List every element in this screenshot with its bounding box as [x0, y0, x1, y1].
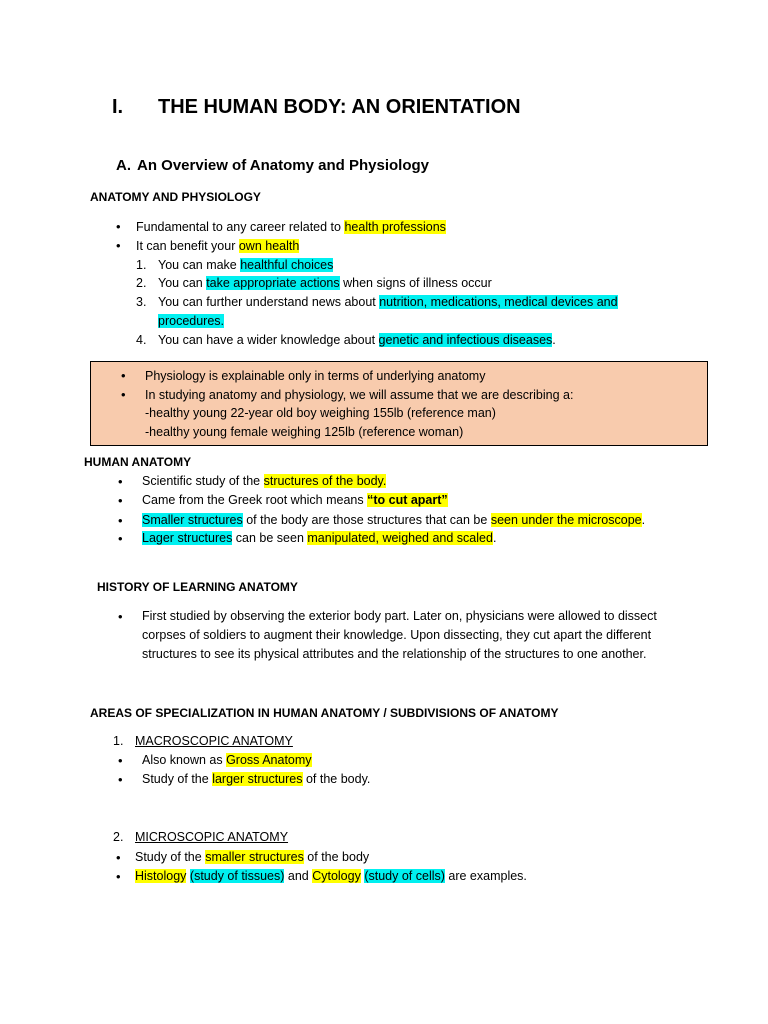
bullet: •: [116, 219, 121, 234]
page-title: THE HUMAN BODY: AN ORIENTATION: [158, 96, 521, 118]
highlight: Lager structures: [142, 531, 233, 545]
highlight: Smaller structures: [142, 513, 243, 527]
text: of the body: [303, 850, 370, 864]
highlight: Cytology: [312, 869, 361, 883]
text: Scientific study of the: [142, 474, 264, 488]
bullet: •: [118, 753, 123, 768]
note-line: -healthy young female weighing 125lb (reference woman): [145, 425, 464, 439]
list-item-continuation: [158, 314, 224, 328]
list-item: [142, 513, 645, 527]
list-item: [136, 239, 299, 253]
paragraph-line: First studied by observing the exterior body part. Later on, physicians were allowed to dissect: [142, 609, 657, 623]
bullet: •: [121, 387, 126, 402]
bullet: •: [121, 368, 126, 383]
text: .: [492, 531, 497, 545]
highlight: (study of tissues): [189, 869, 285, 883]
section-title-anatomy-physiology: ANATOMY AND PHYSIOLOGY: [90, 190, 261, 204]
text: You can make: [158, 258, 241, 272]
list-item: [142, 493, 448, 507]
text: You can further understand news about: [158, 295, 380, 309]
list-item: [158, 276, 492, 290]
bullet: •: [118, 531, 123, 546]
text: Study of the: [142, 772, 213, 786]
bullet: •: [116, 869, 121, 884]
list-number: 1.: [136, 258, 147, 272]
highlight: smaller structures: [205, 850, 304, 864]
text: .: [641, 513, 646, 527]
list-item: [158, 258, 333, 272]
paragraph-line: corpses of soldiers to augment their knowledge. Upon dissecting, they cut apart the different: [142, 628, 652, 642]
text: Also known as: [142, 753, 227, 767]
section-title-history: HISTORY OF LEARNING ANATOMY: [97, 580, 298, 594]
list-item: [158, 295, 618, 309]
bullet: •: [118, 513, 123, 528]
list-item: [142, 531, 496, 545]
text: and: [284, 869, 313, 883]
list-item: [135, 869, 527, 883]
highlight: manipulated, weighed and scaled: [307, 531, 493, 545]
text: Fundamental to any career related to: [136, 220, 345, 234]
bullet: •: [118, 474, 123, 489]
highlight: nutrition, medications, medical devices and: [379, 295, 618, 309]
section-title-human-anatomy: HUMAN ANATOMY: [84, 455, 192, 469]
highlight: seen under the microscope: [490, 513, 642, 527]
subheading-letter: A.: [116, 157, 131, 174]
heading-number: I.: [112, 96, 124, 118]
subsection-title-microscopic: MICROSCOPIC ANATOMY: [135, 830, 289, 844]
list-number: 2.: [113, 830, 124, 844]
highlight: genetic and infectious diseases: [378, 333, 553, 347]
text: .: [552, 333, 556, 347]
list-item: [136, 220, 446, 234]
text: of the body are those structures that can be: [242, 513, 491, 527]
text: are examples.: [444, 869, 527, 883]
text: You can: [158, 276, 207, 290]
highlight: healthful choices: [240, 258, 334, 272]
subsection-title-macroscopic: MACROSCOPIC ANATOMY: [135, 734, 293, 748]
bullet: •: [116, 238, 121, 253]
section-title-areas: AREAS OF SPECIALIZATION IN HUMAN ANATOMY / SUBDIVISIONS OF ANATOMY: [90, 706, 559, 720]
paragraph-line: structures to see its physical attributes and the relationship of the structures to one another.: [142, 647, 647, 661]
text: Came from the Greek root which means: [142, 493, 368, 507]
list-number: 2.: [136, 276, 147, 290]
highlight: (study of cells): [364, 869, 445, 883]
highlight: “to cut apart”: [367, 493, 448, 507]
text: Study of the: [135, 850, 206, 864]
highlight: larger structures: [212, 772, 303, 786]
list-item: [142, 772, 370, 786]
list-number: 3.: [136, 295, 147, 309]
text: You can have a wider knowledge about: [158, 333, 379, 347]
list-number: 4.: [136, 333, 147, 347]
bullet: •: [118, 772, 123, 787]
note-line: In studying anatomy and physiology, we will assume that we are describing a:: [145, 388, 574, 402]
highlight: health professions: [344, 220, 446, 234]
note-line: Physiology is explainable only in terms of underlying anatomy: [145, 369, 486, 383]
note-line: -healthy young 22-year old boy weighing 155lb (reference man): [145, 406, 496, 420]
list-item: [158, 333, 556, 347]
highlight: Histology: [135, 869, 187, 883]
highlight: Gross Anatomy: [226, 753, 312, 767]
bullet: •: [116, 850, 121, 865]
text: It can benefit your: [136, 239, 239, 253]
text: of the body.: [302, 772, 371, 786]
bullet: •: [118, 609, 123, 624]
highlight: structures of the body.: [263, 474, 387, 488]
highlight: take appropriate actions: [206, 276, 340, 290]
subheading-title: An Overview of Anatomy and Physiology: [137, 157, 430, 174]
text: can be seen: [232, 531, 308, 545]
text: when signs of illness occur: [339, 276, 492, 290]
list-item: [142, 474, 386, 488]
highlight: own health: [238, 239, 300, 253]
list-item: [135, 850, 369, 864]
bullet: •: [118, 493, 123, 508]
list-number: 1.: [113, 734, 124, 748]
list-item: [142, 753, 312, 767]
highlight: procedures.: [158, 314, 225, 328]
